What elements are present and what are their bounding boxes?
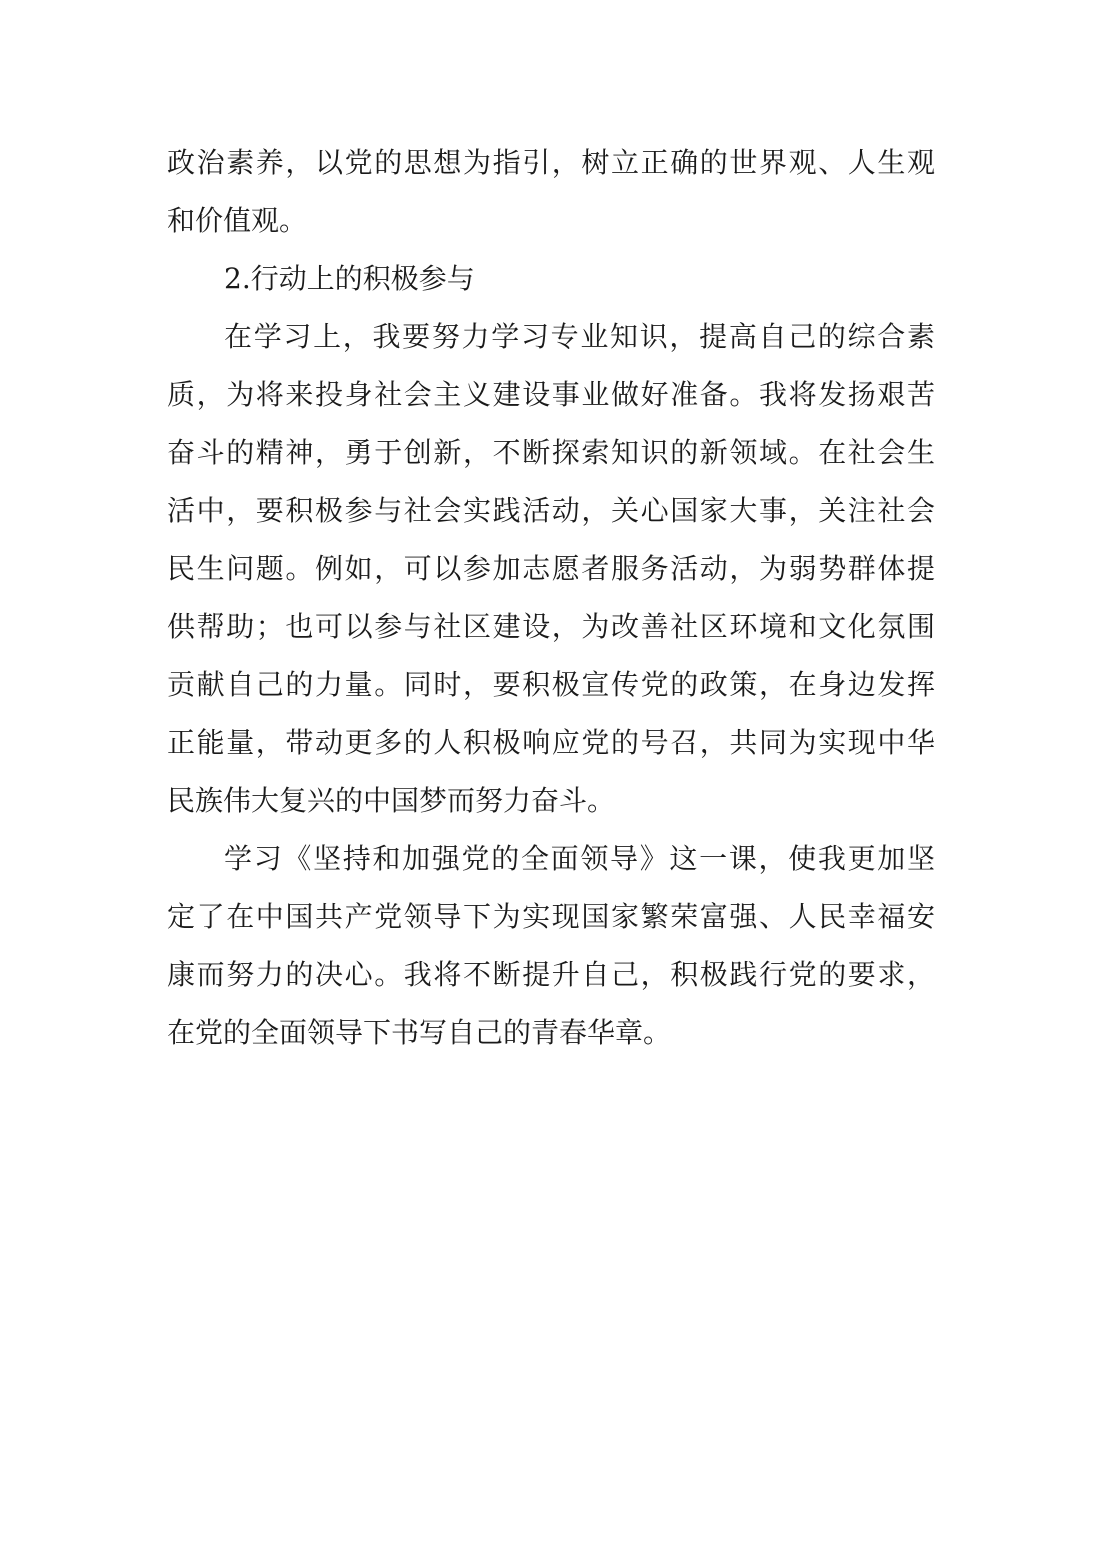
text-line: 康而努力的决心。我将不断提升自己，积极践行党的要求， xyxy=(167,958,935,991)
paragraph-conclusion xyxy=(167,830,935,1062)
text-line: 贡献自己的力量。同时，要积极宣传党的政策，在身边发挥 xyxy=(167,668,935,701)
text-line: 在学习上，我要努力学习专业知识，提高自己的综合素 xyxy=(224,320,935,353)
text-line: 政治素养，以党的思想为指引，树立正确的世界观、人生观 xyxy=(167,146,935,179)
text-line: 和价值观。 xyxy=(167,204,308,237)
text-line: 质，为将来投身社会主义建设事业做好准备。我将发扬艰苦 xyxy=(167,378,935,411)
paragraph-political-literacy xyxy=(167,134,935,250)
paragraph-study-and-practice xyxy=(167,308,935,830)
text-line: 民生问题。例如，可以参加志愿者服务活动，为弱势群体提 xyxy=(167,552,935,585)
text-line: 奋斗的精神，勇于创新，不断探索知识的新领域。在社会生 xyxy=(167,436,935,469)
text-line: 活中，要积极参与社会实践活动，关心国家大事，关注社会 xyxy=(167,494,935,527)
text-line: 学习《坚持和加强党的全面领导》这一课，使我更加坚 xyxy=(224,842,935,875)
text-line: 供帮助；也可以参与社区建设，为改善社区环境和文化氛围 xyxy=(167,610,935,643)
text-line: 在党的全面领导下书写自己的青春华章。 xyxy=(167,1016,672,1049)
section-heading-active-participation xyxy=(167,250,935,308)
document-body xyxy=(167,134,935,1062)
text-line: 民族伟大复兴的中国梦而努力奋斗。 xyxy=(167,784,616,817)
text-line: 正能量，带动更多的人积极响应党的号召，共同为实现中华 xyxy=(167,726,935,759)
section-heading: 2.行动上的积极参与 xyxy=(224,262,475,295)
text-line: 定了在中国共产党领导下为实现国家繁荣富强、人民幸福安 xyxy=(167,900,935,933)
